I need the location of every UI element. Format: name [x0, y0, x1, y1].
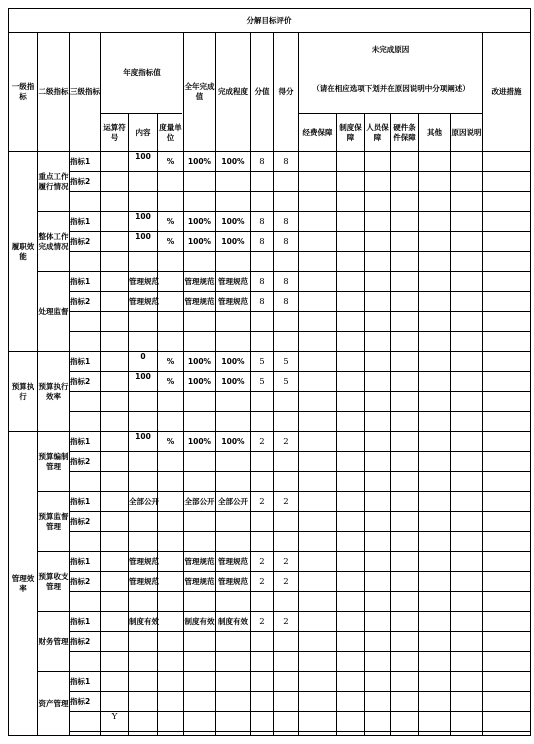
- level2-label-7: 财务管理: [38, 636, 69, 646]
- row-budget-supervision-1-score: 2: [283, 496, 289, 507]
- body-row-line: [69, 731, 530, 732]
- row-preparation-1-content: 100: [135, 432, 151, 441]
- indicator-label: 指标1: [70, 356, 91, 366]
- body-row-line: [69, 511, 530, 512]
- row-key-work-1-full-year: 100%: [187, 156, 212, 166]
- header-content: 内容: [135, 127, 151, 137]
- row-budget-2-unit: %: [166, 376, 175, 386]
- row-key-work-1-content: 100: [135, 152, 151, 161]
- row-key-work-1-weight: 8: [259, 156, 265, 167]
- indicator-label: 指标1: [70, 156, 91, 166]
- header-reason-col-1: 制度保障: [339, 122, 362, 142]
- body-row-line: [69, 411, 530, 412]
- row-key-work-1-completion: 100%: [221, 156, 245, 166]
- indicator-label: 指标2: [70, 516, 91, 526]
- indicator-label: 指标2: [70, 696, 91, 706]
- indicator-label: 指标1: [70, 216, 91, 226]
- row-revenue-1-content: 管理规范: [129, 556, 159, 566]
- row-budget-2-full-year: 100%: [187, 376, 212, 386]
- header-reason-col-0: 经费保障: [302, 127, 333, 137]
- header-unit: 度量单位: [159, 122, 182, 142]
- header-reason-col-5: 原因说明: [451, 127, 482, 137]
- level2-label-5: 预算监督管理: [38, 511, 69, 531]
- row-overall-2-unit: %: [166, 236, 175, 246]
- row-budget-supervision-1-completion: 全部公开: [218, 496, 248, 506]
- row-supervision-2-score: 8: [283, 296, 289, 307]
- row-revenue-1-weight: 2: [259, 556, 265, 567]
- table-border-right: [530, 8, 531, 736]
- row-budget-1-weight: 5: [259, 356, 265, 367]
- row-preparation-1-unit: %: [166, 436, 175, 446]
- row-overall-2-score: 8: [283, 236, 289, 247]
- row-overall-2-content: 100: [135, 232, 151, 241]
- row-supervision-1-score: 8: [283, 276, 289, 287]
- row-preparation-1-score: 2: [283, 436, 289, 447]
- level1-management: 管理效率: [11, 573, 35, 593]
- header-weight: 分值: [254, 87, 270, 96]
- header-level2: 二级指标: [38, 87, 69, 96]
- row-finance-1-completion: 制度有效: [218, 616, 248, 626]
- indicator-label: 指标2: [70, 296, 91, 306]
- row-revenue-1-full-year: 管理规范: [184, 556, 215, 566]
- body-col-line: [298, 151, 299, 735]
- indicator-label: 指标1: [70, 556, 91, 566]
- row-budget-1-content: 0: [140, 352, 146, 361]
- body-row-line: [69, 451, 530, 452]
- level2-label-3: 预算执行效率: [38, 381, 69, 401]
- body-row-line: [69, 391, 530, 392]
- row-supervision-1-weight: 8: [259, 276, 265, 287]
- body-row-line: [69, 711, 530, 712]
- body-row-line: [69, 591, 530, 592]
- indicator-label: 指标2: [70, 376, 91, 386]
- header-annual-target: 年度指标值: [123, 68, 161, 77]
- row-supervision-2-full-year: 管理规范: [184, 296, 215, 306]
- header-score: 得分: [278, 87, 294, 96]
- row-supervision-1-completion: 管理规范: [218, 276, 248, 286]
- header-level1: 一级指标: [11, 82, 35, 101]
- row-revenue-2-completion: 管理规范: [218, 576, 248, 586]
- row-budget-2-completion: 100%: [221, 376, 245, 386]
- row-revenue-1-score: 2: [283, 556, 289, 567]
- body-col-line: [364, 151, 365, 735]
- row-budget-2-score: 5: [283, 376, 289, 387]
- header-reason-col-3: 硬件条件保障: [393, 122, 416, 142]
- row-revenue-2-weight: 2: [259, 576, 265, 587]
- row-overall-2-completion: 100%: [221, 236, 245, 246]
- body-row-line: [69, 631, 530, 632]
- row-overall-2-weight: 8: [259, 236, 265, 247]
- row-preparation-1-weight: 2: [259, 436, 265, 447]
- body-row-line: [69, 691, 530, 692]
- row-key-work-1-unit: %: [166, 156, 175, 166]
- row-overall-1-score: 8: [283, 216, 289, 227]
- row-supervision-1-content: 管理规范: [129, 276, 159, 286]
- header-level3: 三级指标: [70, 87, 100, 96]
- header-full-year: 全年完成值: [184, 82, 215, 101]
- row-revenue-2-full-year: 管理规范: [184, 576, 215, 586]
- header-improve: 改进措施: [491, 87, 522, 96]
- row-revenue-1-completion: 管理规范: [218, 556, 248, 566]
- body-col-line: [418, 151, 419, 735]
- body-col-line: [100, 151, 101, 735]
- body-col-line: [450, 151, 451, 735]
- row-budget-1-score: 5: [283, 356, 289, 367]
- header-reason-col-2: 人员保障: [366, 122, 389, 142]
- indicator-label: 指标2: [70, 176, 91, 186]
- indicator-label: 指标1: [70, 676, 91, 686]
- header-operator: 运算符号: [103, 122, 126, 142]
- level1-performance: 履职效能: [11, 241, 35, 261]
- body-row-line: [69, 331, 530, 332]
- row-budget-supervision-1-content: 全部公开: [129, 496, 159, 506]
- row-budget-supervision-1-full-year: 全部公开: [184, 496, 215, 506]
- level2-label-1: 整体工作完成情况: [38, 231, 69, 251]
- level2-label-4: 预算编制管理: [38, 451, 69, 471]
- table-title: 分解目标评价: [246, 15, 292, 25]
- body-col-line: [390, 151, 391, 735]
- header-completion: 完成程度: [218, 87, 248, 96]
- row-revenue-2-content: 管理规范: [129, 576, 159, 586]
- row-finance-1-full-year: 制度有效: [184, 616, 215, 626]
- row-supervision-2-completion: 管理规范: [218, 296, 248, 306]
- indicator-label: 指标2: [70, 236, 91, 246]
- row-revenue-2-score: 2: [283, 576, 289, 587]
- level2-label-2: 处理监督: [38, 306, 69, 316]
- indicator-label: 指标2: [70, 636, 91, 646]
- row-finance-1-weight: 2: [259, 616, 265, 627]
- indicator-label: 指标2: [70, 576, 91, 586]
- indicator-label: 指标2: [70, 456, 91, 466]
- row-budget-1-unit: %: [166, 356, 175, 366]
- row-budget-supervision-1-weight: 2: [259, 496, 265, 507]
- row-budget-2-content: 100: [135, 372, 151, 381]
- row-budget-2-weight: 5: [259, 376, 265, 387]
- header-reasons-title: 未完成原因: [371, 45, 410, 54]
- row-supervision-2-content: 管理规范: [129, 296, 159, 306]
- row-finance-1-score: 2: [283, 616, 289, 627]
- row-overall-1-content: 100: [135, 212, 151, 221]
- row-finance-1-content: 制度有效: [129, 616, 159, 626]
- body-row-line: [37, 671, 530, 672]
- body-row-line: [69, 191, 530, 192]
- indicator-label: 指标1: [70, 276, 91, 286]
- row-overall-2-full-year: 100%: [187, 236, 212, 246]
- header-reason-col-4: 其他: [427, 127, 442, 137]
- body-col-line: [336, 151, 337, 735]
- row-key-work-1-score: 8: [283, 156, 289, 167]
- body-row-line: [69, 651, 530, 652]
- body-row-line: [69, 531, 530, 532]
- row-supervision-1-full-year: 管理规范: [184, 276, 215, 286]
- row-overall-1-completion: 100%: [221, 216, 245, 226]
- body-row-line: [69, 311, 530, 312]
- indicator-label: 指标1: [70, 616, 91, 626]
- row-budget-1-full-year: 100%: [187, 356, 212, 366]
- row-overall-1-unit: %: [166, 216, 175, 226]
- row-supervision-2-weight: 8: [259, 296, 265, 307]
- row-budget-1-completion: 100%: [221, 356, 245, 366]
- artifact-mark: Y: [111, 712, 118, 722]
- header-reasons-note: （请在相应选项下划并在原因说明中分项阐述）: [312, 84, 470, 93]
- level2-label-6: 预算收支管理: [38, 571, 69, 591]
- body-col-line: [482, 151, 483, 735]
- indicator-label: 指标1: [70, 496, 91, 506]
- row-overall-1-weight: 8: [259, 216, 265, 227]
- indicator-label: 指标1: [70, 436, 91, 446]
- row-overall-1-full-year: 100%: [187, 216, 212, 226]
- row-preparation-1-completion: 100%: [221, 436, 245, 446]
- level1-budget: 预算执行: [11, 381, 35, 401]
- body-row-line: [69, 251, 530, 252]
- level2-label-8: 资产管理: [38, 698, 69, 708]
- level2-label-0: 重点工作履行情况: [38, 171, 69, 191]
- table-border-bottom: [8, 735, 530, 736]
- row-preparation-1-full-year: 100%: [187, 436, 212, 446]
- body-row-line: [69, 471, 530, 472]
- body-row-line: [69, 171, 530, 172]
